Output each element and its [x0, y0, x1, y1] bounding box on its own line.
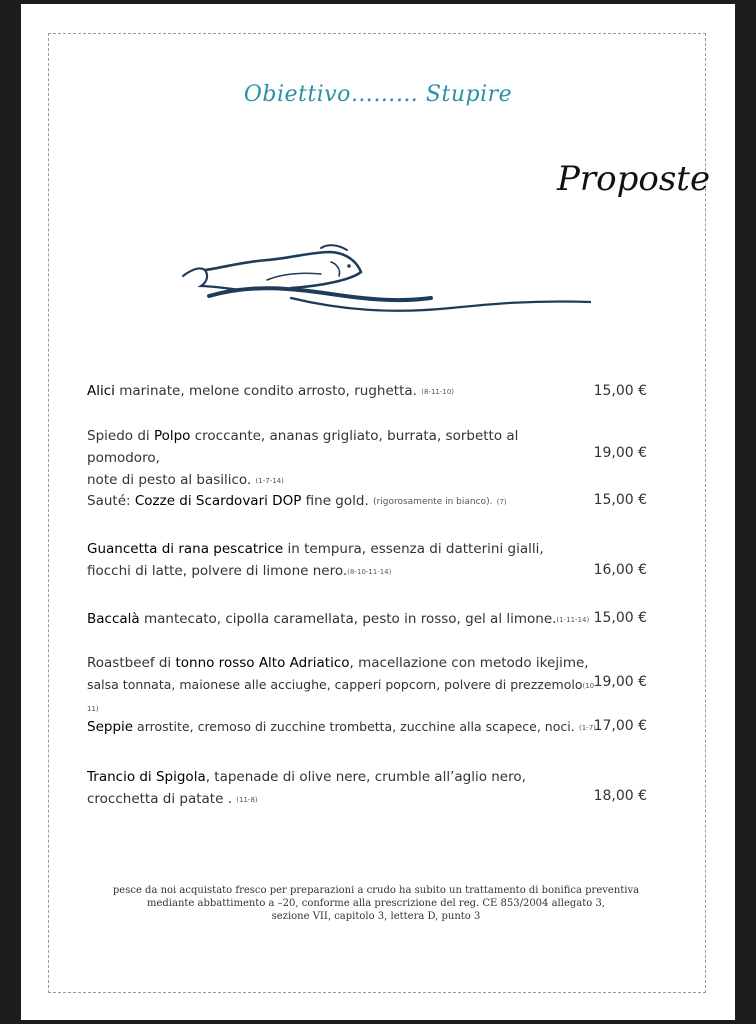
dish-desc: , macellazione con metodo ikejime, — [349, 655, 589, 671]
menu-item — [87, 716, 607, 739]
dish-name: Alici — [87, 383, 115, 399]
item-price: 15,00 € — [593, 492, 647, 508]
dish-prefix: Sauté: — [87, 493, 135, 509]
item-price: 15,00 € — [593, 610, 647, 626]
menu-item — [87, 425, 587, 492]
page-title: Proposte — [557, 159, 711, 199]
footnote-line: sezione VII, capitolo 3, lettera D, punto 3 — [271, 911, 481, 922]
item-price: 16,00 € — [593, 562, 647, 578]
raw-fish-disclaimer — [101, 884, 651, 923]
dish-name: Polpo — [153, 428, 191, 444]
dish-name: Cozze di Scardovari DOP — [134, 493, 302, 509]
menu-page — [21, 4, 735, 1020]
allergen-codes: (10-11) — [87, 682, 597, 713]
menu-item — [87, 380, 587, 403]
dish-desc: croccante, ananas grigliato, burrata, sorbetto al pomodoro, — [87, 428, 519, 466]
item-price: 18,00 € — [593, 788, 647, 804]
fish-wave-illustration — [171, 240, 591, 320]
menu-item — [87, 608, 607, 631]
tagline: Obiettivo……… Stupire — [243, 82, 513, 107]
dish-desc: marinate, melone condito arrosto, rughetta. — [114, 383, 417, 399]
allergen-codes: (11-8) — [236, 796, 258, 804]
dish-desc-line2: crocchetta di patate . — [87, 791, 232, 807]
item-price: 15,00 € — [593, 383, 647, 399]
dish-prefix: Spiedo di — [87, 428, 154, 444]
dish-name: Seppie — [87, 719, 134, 735]
dish-desc-line2: fiocchi di latte, polvere di limone nero. — [87, 563, 348, 579]
allergen-codes: (1-11-14) — [556, 616, 590, 624]
dish-name: Baccalà — [87, 611, 140, 627]
dish-desc-line2: note di pesto al basilico. — [87, 472, 252, 488]
menu-item — [87, 766, 587, 811]
menu-item — [87, 652, 607, 720]
dish-note: (rigorosamente in bianco). — [373, 497, 493, 507]
dish-desc: in tempura, essenza di datterini gialli, — [283, 541, 544, 557]
allergen-codes: (8-10-11-14) — [347, 568, 392, 576]
dish-prefix: Roastbeef di — [87, 655, 176, 671]
allergen-codes: (8-11-10) — [421, 388, 455, 396]
dish-desc-line2: salsa tonnata, maionese alle acciughe, capperi popcorn, polvere di prezzemolo — [87, 677, 583, 692]
footnote-line: mediante abbattimento a –20, conforme alla prescrizione del reg. CE 853/2004 allegato 3, — [146, 898, 605, 909]
allergen-codes: (1-7) — [578, 724, 596, 732]
dish-name: tonno rosso Alto Adriatico — [175, 655, 350, 671]
dish-desc: , tapenade di olive nere, crumble all’aglio nero, — [205, 769, 526, 785]
dish-desc: fine gold. — [301, 493, 369, 509]
menu-item — [87, 490, 587, 513]
item-price: 19,00 € — [593, 674, 647, 690]
dish-desc: mantecato, cipolla caramellata, pesto in rosso, gel al limone. — [139, 611, 557, 627]
menu-item — [87, 538, 587, 583]
allergen-codes: (7) — [496, 498, 507, 506]
item-price: 17,00 € — [593, 718, 647, 734]
dish-name: Trancio di Spigola — [87, 769, 206, 785]
item-price: 19,00 € — [593, 445, 647, 461]
footnote-line: pesce da noi acquistato fresco per preparazioni a crudo ha subito un trattamento di bonifica preventiva — [112, 885, 640, 896]
dish-desc: arrostite, cremoso di zucchine trombetta, zucchine alla scapece, noci. — [133, 719, 575, 734]
dish-name: Guancetta di rana pescatrice — [87, 541, 284, 557]
allergen-codes: (1-7-14) — [255, 477, 284, 485]
